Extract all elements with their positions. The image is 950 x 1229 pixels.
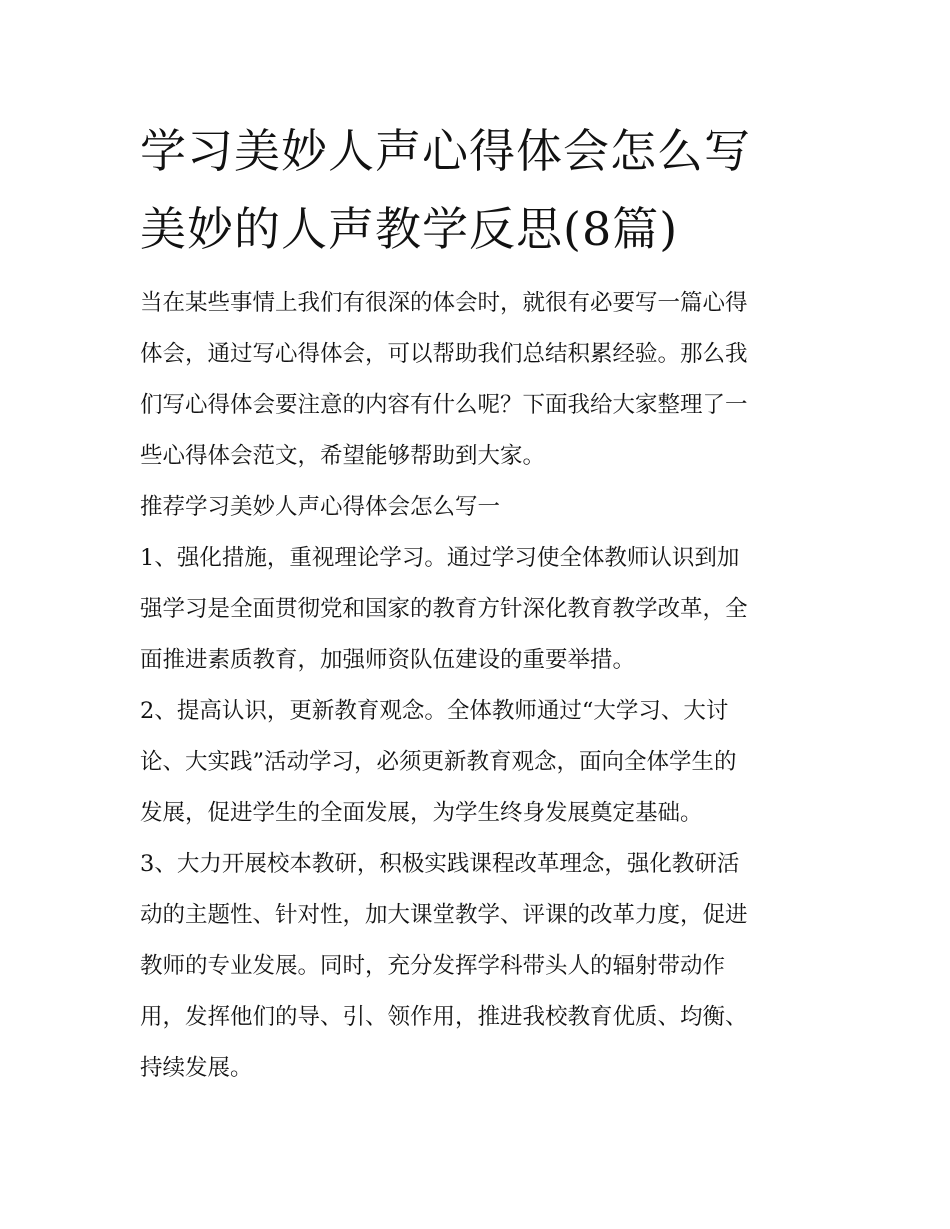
document-title [140, 112, 820, 268]
text-line: 用，发挥他们的导、引、领作用，推进我校教育优质、均衡、 [140, 1004, 748, 1030]
text-line: 些心得体会范文，希望能够帮助到大家。 [140, 443, 546, 469]
text-line: 面推进素质教育，加强师资队伍建设的重要举措。 [140, 647, 636, 673]
text-line: 推荐学习美妙人声心得体会怎么写一 [140, 494, 501, 520]
text-line: 2、提高认识，更新教育观念。全体教师通过“大学习、大讨 [140, 698, 729, 724]
text-line: 体会，通过写心得体会，可以帮助我们总结积累经验。那么我 [140, 341, 748, 367]
text-line: 论、大实践”活动学习，必须更新教育观念，面向全体学生的 [140, 749, 737, 775]
text-line: 强学习是全面贯彻党和国家的教育方针深化教育教学改革，全 [140, 596, 748, 622]
document-body [140, 278, 820, 1094]
section-heading [140, 482, 820, 533]
intro-paragraph [140, 278, 820, 482]
document-page [140, 112, 820, 1094]
numbered-paragraph-3 [140, 839, 820, 1094]
title-line: 学习美妙人声心得体会怎么写 [140, 124, 751, 178]
text-line: 教师的专业发展。同时，充分发挥学科带头人的辐射带动作 [140, 953, 726, 979]
text-line: 1、强化措施，重视理论学习。通过学习使全体教师认识到加 [140, 545, 740, 571]
text-line: 当在某些事情上我们有很深的体会时，就很有必要写一篇心得 [140, 290, 748, 316]
text-line: 们写心得体会要注意的内容有什么呢？下面我给大家整理了一 [140, 392, 748, 418]
numbered-paragraph-2 [140, 686, 820, 839]
text-line: 发展，促进学生的全面发展，为学生终身发展奠定基础。 [140, 800, 703, 826]
numbered-paragraph-1 [140, 533, 820, 686]
text-line: 动的主题性、针对性，加大课堂教学、评课的改革力度，促进 [140, 902, 748, 928]
title-line: 美妙的人声教学反思(8篇) [140, 202, 679, 256]
text-line: 持续发展。 [140, 1055, 253, 1081]
text-line: 3、大力开展校本教研，积极实践课程改革理念，强化教研活 [140, 851, 740, 877]
